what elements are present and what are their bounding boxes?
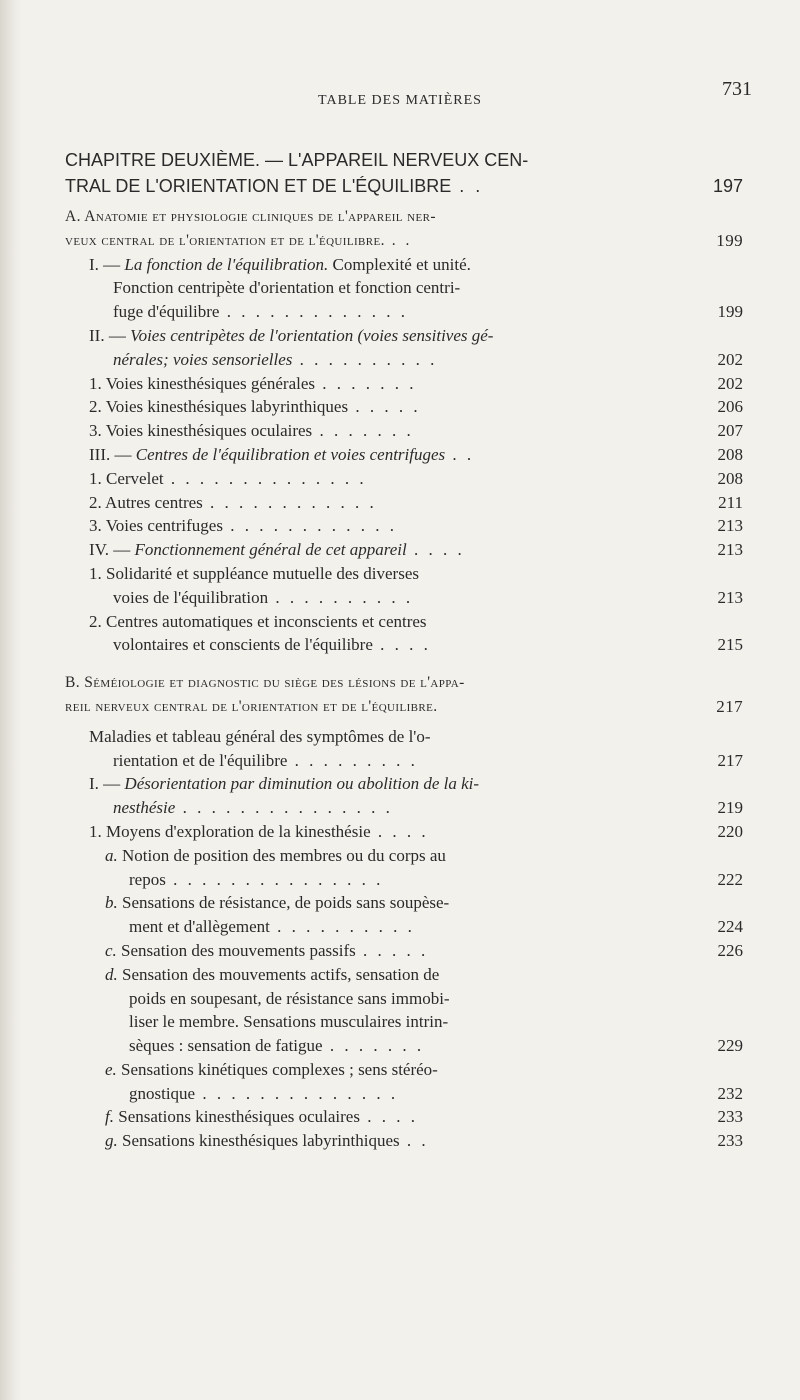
section-a-page: 199	[716, 230, 743, 250]
toc-entry: 1. Moyens d'exploration de la kinesthésie . . . . 220	[89, 821, 743, 841]
entry-page: 202	[717, 349, 743, 369]
toc-entry: f. Sensations kinesthésiques oculaires . . . . 233	[105, 1107, 743, 1127]
toc-entry: 2. Voies kinesthésiques labyrinthiques . . . . . 206	[89, 397, 743, 417]
toc-entry: d. Sensation des mouvements actifs, sensation de poids en soupesant, de résistance sans immobi- liser le membre. Sensations musculaires intrin- sèques : sensation de fatigue . . . . . . . 229	[105, 964, 743, 1056]
toc-entry: g. Sensations kinesthésiques labyrinthiques . . 233	[105, 1131, 743, 1151]
section-a-heading: A. Anatomie et physiologie cliniques de l'appareil ner- veux central de l'orientation et de l'équilibre. . . 199	[65, 205, 743, 253]
chapter-title-line1: CHAPITRE DEUXIÈME. — L'APPAREIL NERVEUX CEN-	[65, 150, 529, 170]
toc-entry: 1. Solidarité et suppléance mutuelle des diverses voies de l'équilibration . . . . . . . . . . 213	[89, 563, 743, 607]
toc-entry: I. — La fonction de l'équilibration. Complexité et unité. Fonction centripète d'orientation et fonction centri- fuge d'équilibre . . . . . . . . . . . . . 199	[65, 253, 743, 324]
section-b-heading	[65, 671, 743, 719]
toc-entry: 2. Autres centres . . . . . . . . . . . . 211	[89, 492, 743, 512]
toc-entry: 3. Voies kinesthésiques oculaires . . . . . . . 207	[89, 421, 743, 441]
chapter-page: 197	[712, 176, 743, 196]
section-b-line1: B. Séméiologie et diagnostic du siège des lésions de l'appa-	[65, 674, 465, 692]
page-number: 731	[722, 78, 752, 100]
entry-page: 199	[717, 302, 743, 322]
toc-entry: e. Sensations kinétiques complexes ; sens stéréo- gnostique . . . . . . . . . . . . . . 232	[105, 1059, 743, 1103]
toc-entry: 1. Cervelet . . . . . . . . . . . . . . 208	[89, 468, 743, 488]
toc-entry: b. Sensations de résistance, de poids sans soupèse- ment et d'allègement . . . . . . . . . . 224	[105, 893, 743, 937]
toc-entry: 3. Voies centrifuges . . . . . . . . . . . . 213	[89, 516, 743, 536]
chapter-title-line2: TRAL DE L'ORIENTATION ET DE L'ÉQUILIBRE	[65, 176, 452, 196]
toc-entry: II. — Voies centripètes de l'orientation (voies sensitives gé- nérales; voies sensorielles . . . . . . . . . . 202	[65, 324, 743, 372]
section-b-line2: reil nerveux central de l'orientation et de l'équilibre.	[65, 697, 438, 715]
toc-entry: 2. Centres automatiques et inconscients et centres volontaires et conscients de l'équilibre . . . . 215	[89, 611, 743, 655]
toc-entry: IV. — Fonctionnement général de cet appareil . . . . 213	[89, 540, 743, 560]
section-b-page: 217	[716, 696, 743, 716]
chapter-title-row: TRAL DE L'ORIENTATION ET DE L'ÉQUILIBRE . . 197	[65, 173, 743, 199]
toc-entry: a. Notion de position des membres ou du corps au repos . . . . . . . . . . . . . . . 222	[105, 845, 743, 889]
table-of-contents	[65, 147, 743, 1153]
section-a-line2: veux central de l'orientation et de l'équilibre.	[65, 231, 385, 249]
toc-entry: III. — Centres de l'équilibration et voies centrifuges . . 208	[89, 444, 743, 464]
section-a-line1: A. Anatomie et physiologie cliniques de l'appareil ner-	[65, 208, 436, 225]
toc-entry: I. — Désorientation par diminution ou abolition de la ki- nesthésie . . . . . . . . . . . . . . . 219	[89, 774, 743, 818]
toc-entry: 1. Voies kinesthésiques générales . . . . . . . 202	[89, 373, 743, 393]
toc-entry: c. Sensation des mouvements passifs . . . . . 226	[105, 940, 743, 960]
running-head: TABLE DES MATIÈRES	[318, 93, 482, 108]
page-edge-shadow	[0, 0, 22, 1400]
toc-entry: Maladies et tableau général des symptômes de l'o- rientation et de l'équilibre . . . . . . . . . 217	[89, 726, 743, 770]
chapter-heading	[65, 147, 743, 199]
